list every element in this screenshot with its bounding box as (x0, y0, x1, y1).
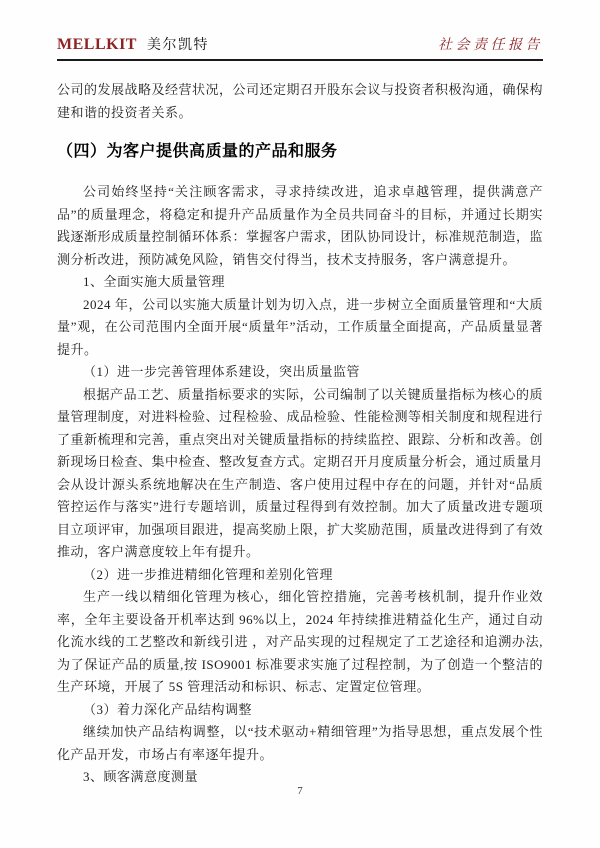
paragraph-continuation: 公司的发展战略及经营状况，公司还定期召开股东会议与投资者积极沟通，确保构建和谐的投资者关系。 (57, 82, 544, 120)
paragraph-quality-system: 根据产品工艺、质量指标要求的实际，公司编制了以关键质量指标为核心的质量管理制度，对进料检验、过程检验、成品检验、性能检测等相关制度和规程进行了重新梳理和完善，重点突出对关键质量指标的持续监控、跟踪、分析和改善。创新现场日检查、集中检查、整改复查方式。定期召开月度质量分析会，通过质量月会从设计源头系统地解决在生产制造、客户使用过程中存在的问题，并针对“品质管控运作与落实”进行专题培训，质量过程得到有效控制。加大了质量改进专题项目立项评审，加强项目跟进，提高奖励上限，扩大奖励范围，质量改进得到了有效推动，客户满意度较上年有提升。 (57, 386, 544, 559)
paragraph-quality-philosophy: 公司始终坚持“关注顾客需求，寻求持续改进，追求卓越管理，提供满意产品”的质量理念，将稳定和提升产品质量作为全员共同奋斗的目标，并通过长期实践逐渐形成质量控制循环体系：掌握客户需求，团队协同设计，标准规范制造，监测分析改进，预防减免风险，销售交付得当，技术支持服务，客户满意提升。 (57, 184, 544, 267)
page-footer (0, 785, 600, 797)
subheading-item-1-2: （2）进一步推进精细化管理和差别化管理 (83, 566, 334, 582)
brand-name-chinese: 美尔凯特 (146, 38, 209, 53)
report-title: 社会责任报告 (438, 38, 543, 53)
company-logo (57, 34, 209, 54)
page-number: 7 (297, 785, 303, 797)
subheading-item-1-1: （1）进一步完善管理体系建设，突出质量监管 (83, 364, 361, 379)
paragraph-lean-production: 生产一线以精细化管理为核心，细化管控措施，完善考核机制，提升作业效率，全年主要设备开机率达到 96%以上，2024 年持续推进精益化生产，通过自动化流水线的工艺整改和新线引进 ，对产品实现的过程规定了工艺途径和追溯办法,为了保证产品的质量,按 ISO9001 标准要求实施了过程控制，为了创造一个整洁的生产环境，开展了 5S 管理活动和标识、标志、定置定位管理。 (57, 589, 543, 694)
page-header (57, 34, 543, 61)
subheading-item-1-3: （3）着力深化产品结构调整 (83, 701, 253, 717)
subheading-item-3: 3、顾客满意度测量 (83, 769, 199, 784)
document-body (57, 79, 543, 789)
brand-name-latin: MELLKIT (57, 36, 137, 53)
paragraph-2024-plan: 2024 年，公司以实施大质量计划为切入点，进一步树立全面质量管理和“大质量”观，在公司范围内全面开展“质量年”活动，工作质量全面提高，产品质量显著提升。 (57, 296, 543, 357)
paragraph-product-structure: 继续加快产品结构调整，以“技术驱动+精细管理”为指导思想，重点发展个性化产品开发，市场占有率逐年提升。 (57, 724, 543, 762)
subheading-item-1: 1、全面实施大质量管理 (83, 274, 226, 289)
section-heading: （四）为客户提供高质量的产品和服务 (57, 143, 338, 160)
